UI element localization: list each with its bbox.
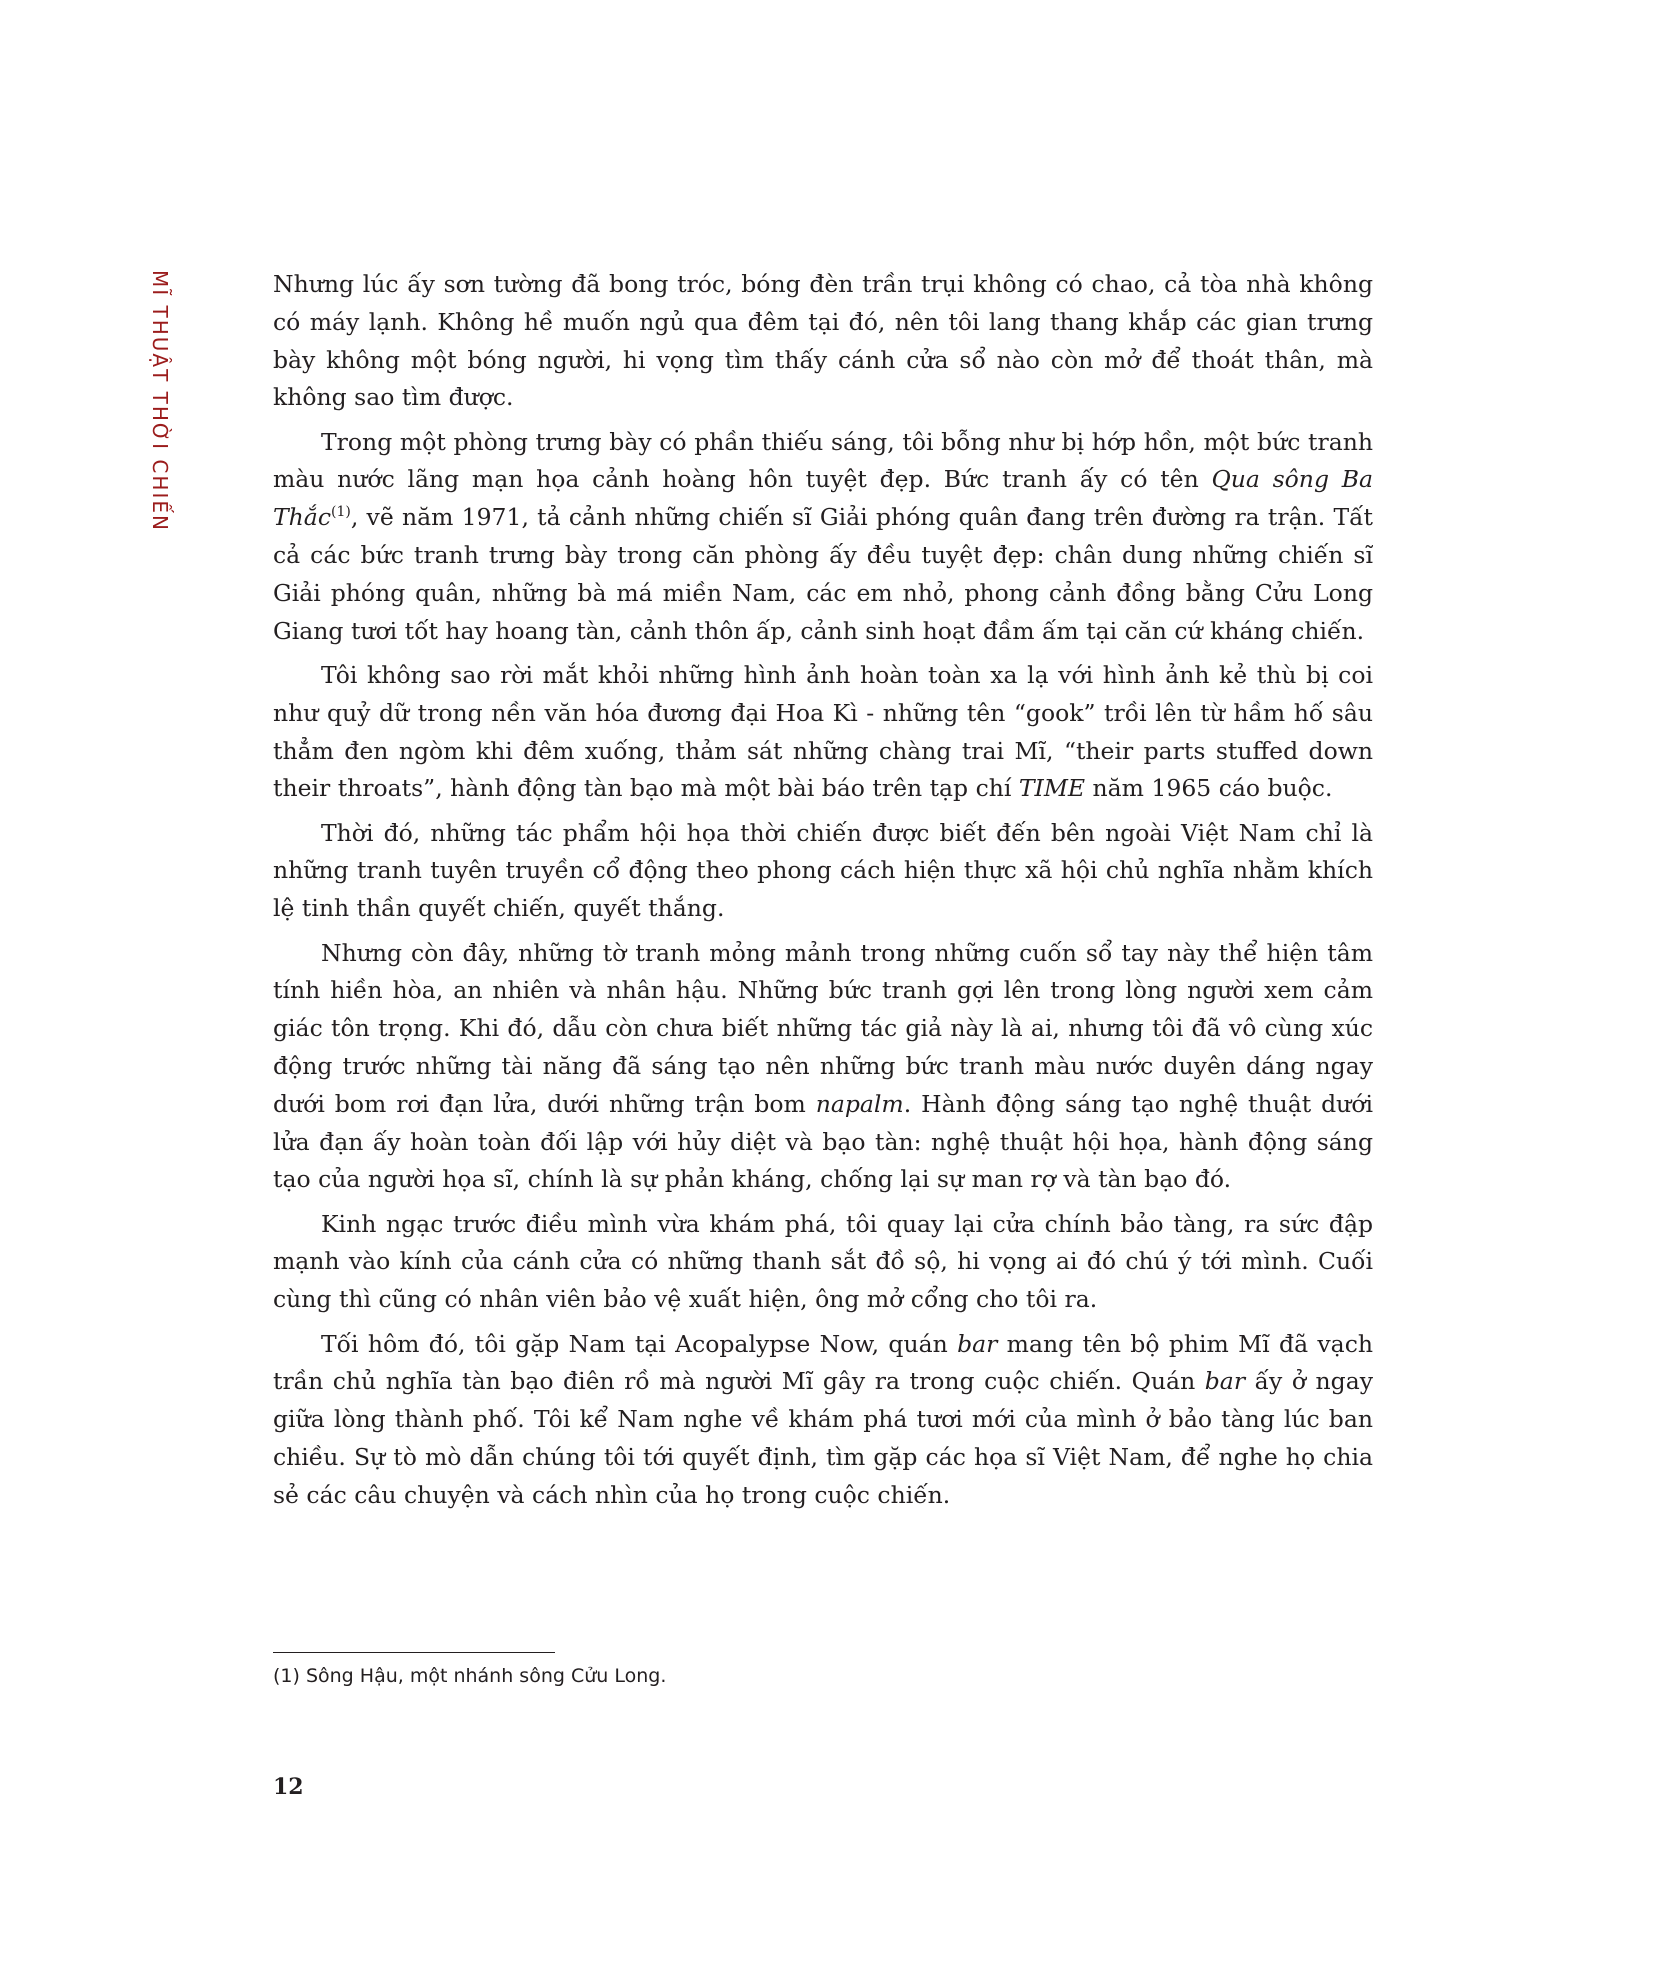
page-number: 12 (273, 1774, 304, 1800)
text-run: Tôi không sao rời mắt khỏi những hình ảnh hoàn toàn xa lạ với hình ảnh kẻ thù bị coi như quỷ dữ trong nền văn hóa đương đại Hoa Kì - những tên “gook” trồi lên từ hầm hố sâu thẳm đen ngòm khi đêm xuống, thảm sát những chàng trai Mĩ, “their parts stuffed down their throats”, hành động tàn bạo mà một bài báo trên tạp chí (273, 660, 1373, 803)
text-run: Nhưng còn đây, những tờ tranh mỏng mảnh trong những cuốn sổ tay này thể hiện tâm tính hiền hòa, an nhiên và nhân hậu. Những bức tranh gợi lên trong lòng người xem cảm giác tôn trọng. Khi đó, dẫu còn chưa biết những tác giả này là ai, nhưng tôi đã vô cùng xúc động trước những tài năng đã sáng tạo nên những bức tranh màu nước duyên dáng ngay dưới bom rơi đạn lửa, dưới những trận bom (273, 938, 1373, 1118)
italic-text: bar (1204, 1367, 1246, 1396)
footnote-divider (273, 1652, 555, 1653)
text-run: . Hành động sáng tạo nghệ thuật dưới lửa đạn ấy hoàn toàn đối lập với hủy diệt và bạo tàn: nghệ thuật hội họa, hành động sáng tạo của người họa sĩ, chính là sự phản kháng, chống lại sự man rợ và tàn bạo đó. (273, 1089, 1373, 1194)
text-run: Tối hôm đó, tôi gặp Nam tại Acopalypse Now, quán (321, 1329, 958, 1358)
paragraph (273, 815, 1373, 928)
text-run: Nhưng lúc ấy sơn tường đã bong tróc, bóng đèn trần trụi không có chao, cả tòa nhà không có máy lạnh. Không hề muốn ngủ qua đêm tại đó, nên tôi lang thang khắp các gian trưng bày không một bóng người, hi vọng tìm thấy cánh cửa sổ nào còn mở để thoát thân, mà không sao tìm được. (273, 270, 1373, 412)
paragraph (273, 657, 1373, 808)
text-run: mang tên bộ phim Mĩ đã vạch trần chủ nghĩa tàn bạo điên rồ mà người Mĩ gây ra trong cuộc chiến. Quán (273, 1329, 1373, 1396)
text-run: , vẽ năm 1971, tả cảnh những chiến sĩ Giải phóng quân đang trên đường ra trận. Tất cả các bức tranh trưng bày trong căn phòng ấy đều tuyệt đẹp: chân dung những chiến sĩ Giải phóng quân, những bà má miền Nam, các em nhỏ, phong cảnh đồng bằng Cửu Long Giang tươi tốt hay hoang tàn, cảnh thôn ấp, cảnh sinh hoạt đầm ấm tại căn cứ kháng chiến. (273, 503, 1373, 645)
italic-text: TIME (1018, 774, 1086, 803)
text-run: Trong một phòng trưng bày có phần thiếu sáng, tôi bỗng như bị hớp hồn, một bức tranh màu nước lãng mạn họa cảnh hoàng hôn tuyệt đẹp. Bức tranh ấy có tên (273, 427, 1373, 494)
body-text (273, 266, 1373, 1521)
footnote-ref: (1) (330, 504, 351, 521)
italic-text: napalm (815, 1089, 904, 1118)
paragraph (273, 1206, 1373, 1319)
running-head: MĨ THUẬT THỜI CHIẾN (148, 270, 172, 532)
paragraph (273, 1326, 1373, 1515)
italic-text: bar (957, 1329, 998, 1358)
footnote: (1) Sông Hậu, một nhánh sông Cửu Long. (273, 1665, 667, 1687)
italic-text: Qua sông Ba Thắc (273, 465, 1373, 532)
text-run: Thời đó, những tác phẩm hội họa thời chiến được biết đến bên ngoài Việt Nam chỉ là những tranh tuyên truyền cổ động theo phong cách hiện thực xã hội chủ nghĩa nhằm khích lệ tinh thần quyết chiến, quyết thắng. (273, 818, 1373, 923)
text-run: Kinh ngạc trước điều mình vừa khám phá, tôi quay lại cửa chính bảo tàng, ra sức đập mạnh vào kính của cánh cửa có những thanh sắt đồ sộ, hi vọng ai đó chú ý tới mình. Cuối cùng thì cũng có nhân viên bảo vệ xuất hiện, ông mở cổng cho tôi ra. (273, 1209, 1373, 1314)
paragraph (273, 424, 1373, 651)
text-run: năm 1965 cáo buộc. (1085, 774, 1333, 803)
text-run: ấy ở ngay giữa lòng thành phố. Tôi kể Nam nghe về khám phá tươi mới của mình ở bảo tàng lúc ban chiều. Sự tò mò dẫn chúng tôi tới quyết định, tìm gặp các họa sĩ Việt Nam, để nghe họ chia sẻ các câu chuyện và cách nhìn của họ trong cuộc chiến. (273, 1367, 1374, 1509)
paragraph (273, 935, 1373, 1200)
paragraph (273, 266, 1373, 417)
